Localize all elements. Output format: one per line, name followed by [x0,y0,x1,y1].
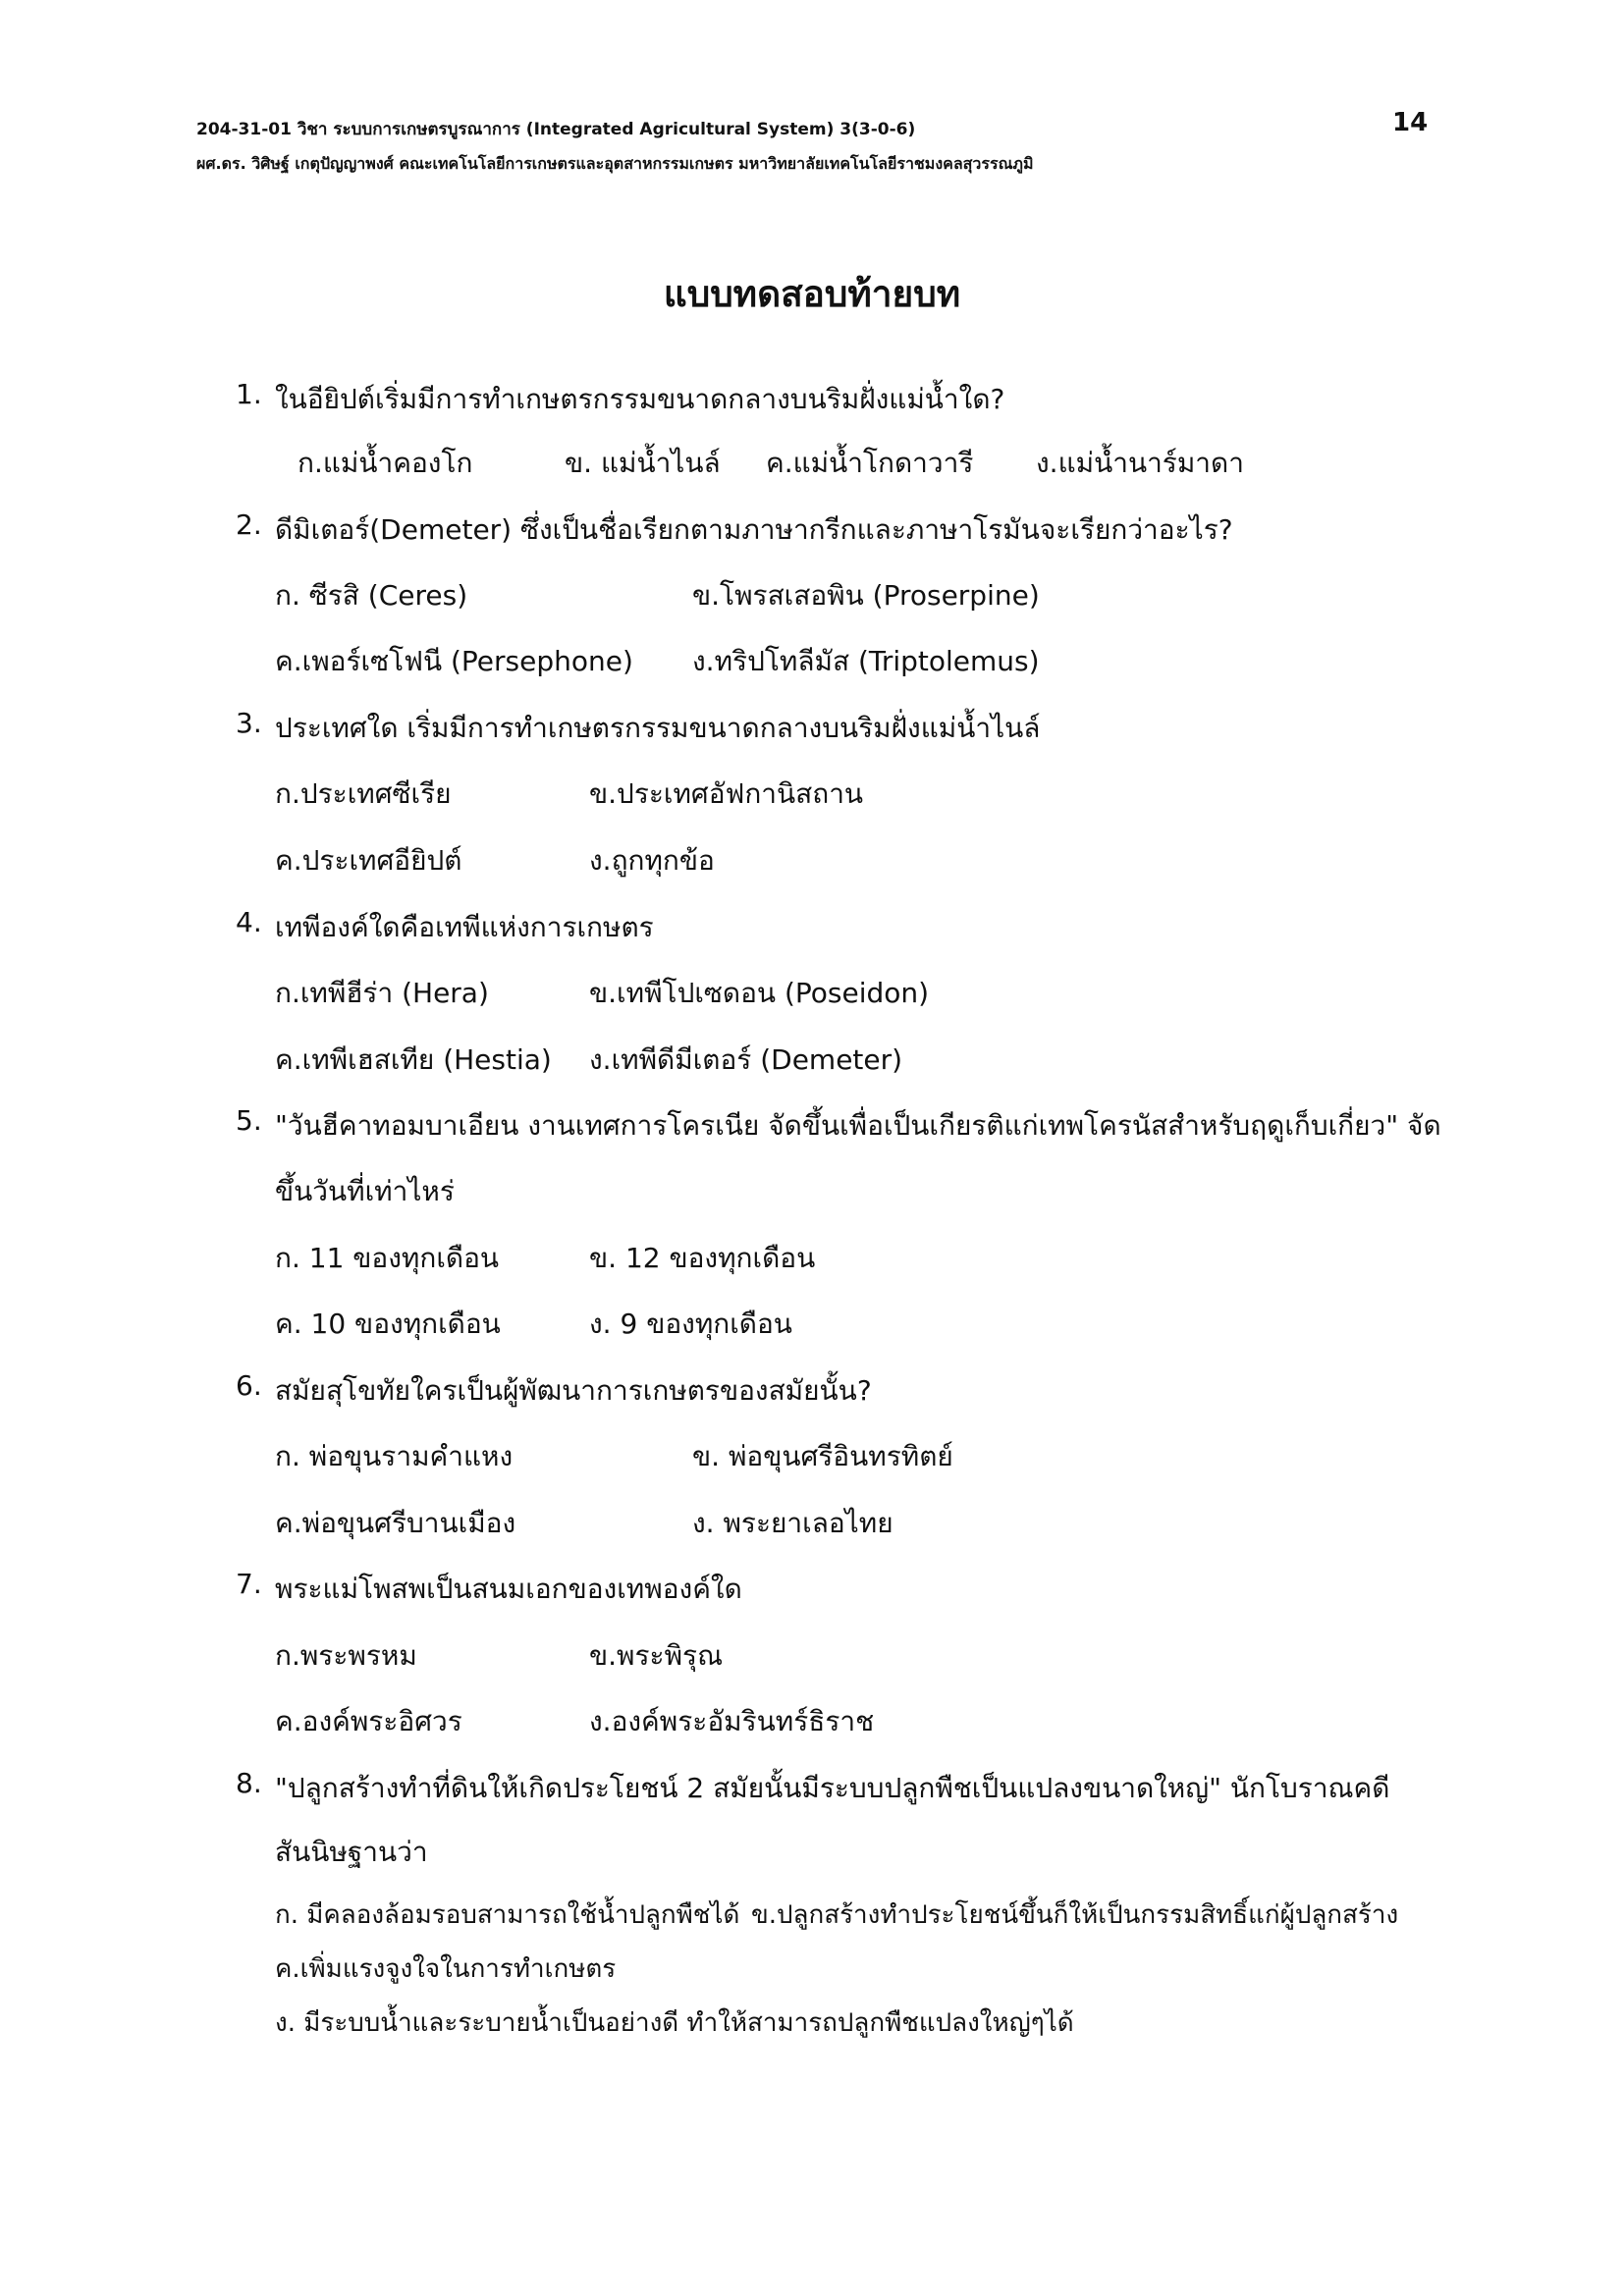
option-d: ง.ถูกทุกข้อ [589,844,715,877]
option-b: ข.ประเทศอัฟกานิสถาน [589,777,864,810]
option-c: ค.ประเทศอียิปต์ [275,844,462,877]
option-a: ก.พระพรหม [275,1639,417,1672]
question-text: เทพีองค์ใดคือเทพีแห่งการเกษตร [275,911,654,943]
course-header: 204-31-01 วิชา ระบบการเกษตรบูรณาการ (Integrated Agricultural System) 3(3-0-6) [196,120,916,139]
option-b: ข.ปลูกสร้างทำประโยชน์ขึ้นก็ให้เป็นกรรมสิทธิ์แก่ผู้ปลูกสร้าง [751,1900,1399,1930]
question-number: 1. [236,378,262,410]
option-d: ง.ทริปโทลีมัส (Triptolemus) [692,645,1040,677]
question-number: 3. [236,707,262,739]
question-text: สมัยสุโขทัยใครเป็นผู้พัฒนาการเกษตรของสมัยนั้น? [275,1374,872,1407]
option-a: ก. ซีรสิ (Ceres) [275,579,468,612]
option-d: ง. 9 ของทุกเดือน [589,1308,792,1340]
option-c: ค.เพิ่มแรงจูงใจในการทำเกษตร [275,1954,617,1984]
question-text: พระแม่โพสพเป็นสนมเอกของเทพองค์ใด [275,1573,742,1605]
option-a: ก. 11 ของทุกเดือน [275,1242,500,1274]
option-a: ก. พ่อขุนรามคำแหง [275,1440,514,1472]
option-a: ก.ประเทศซีเรีย [275,777,452,810]
author-header: ผศ.ดร. วิศิษฐ์ เกตุปัญญาพงศ์ คณะเทคโนโลยีการเกษตรและอุตสาหกรรมเกษตร มหาวิทยาลัยเทคโนโลยีราชมงคลสุวรรณภูมิ [196,154,1034,173]
option-d: ง. มีระบบน้ำและระบายน้ำเป็นอย่างดี ทำให้สามารถปลูกพืชแปลงใหญ่ๆได้ [275,2008,1074,2038]
option-c: ค.เทพีเฮสเทีย (Hestia) [275,1043,552,1076]
question-text-continued: ขึ้นวันที่เท่าไหร่ [275,1175,455,1207]
option-d: ง.องค์พระอัมรินทร์ธิราช [589,1705,875,1737]
question-number: 4. [236,906,262,938]
option-c: ค.พ่อขุนศรีบานเมือง [275,1507,516,1539]
option-a: ก.แม่น้ำคองโก [298,447,473,479]
question-text: ในอียิปต์เริ่มมีการทำเกษตรกรรมขนาดกลางบนริมฝั่งแม่น้ำใด? [275,383,1005,415]
option-c: ค.แม่น้ำโกดาวารี [766,447,974,479]
option-c: ค. 10 ของทุกเดือน [275,1308,501,1340]
option-c: ค.องค์พระอิศวร [275,1705,462,1737]
option-d: ง. พระยาเลอไทย [692,1507,893,1539]
option-b: ข. แม่น้ำไนล์ [565,447,721,479]
option-b: ข. 12 ของทุกเดือน [589,1242,816,1274]
question-number: 2. [236,508,262,541]
option-b: ข.โพรสเสอพิน (Proserpine) [692,579,1040,612]
option-d: ง.เทพีดีมีเตอร์ (Demeter) [589,1043,903,1076]
question-number: 6. [236,1369,262,1402]
page-number: 14 [1392,108,1429,137]
option-c: ค.เพอร์เซโฟนี (Persephone) [275,645,633,677]
option-a: ก.เทพีฮีร่า (Hera) [275,977,489,1009]
question-number: 7. [236,1568,262,1600]
question-text: ประเทศใด เริ่มมีการทำเกษตรกรรมขนาดกลางบนริมฝั่งแม่น้ำไนล์ [275,712,1041,744]
option-d: ง.แม่น้ำนาร์มาดา [1036,447,1244,479]
option-b: ข.พระพิรุณ [589,1639,724,1672]
question-text: ดีมิเตอร์(Demeter) ซึ่งเป็นชื่อเรียกตามภาษากรีกและภาษาโรมันจะเรียกว่าอะไร? [275,513,1233,546]
option-b: ข.เทพีโปเซดอน (Poseidon) [589,977,930,1009]
question-text: "วันฮีคาทอมบาเอียน งานเทศการโครเนีย จัดขึ้นเพื่อเป็นเกียรติแก่เทพโครนัสสำหรับฤดูเก็บเกี่ยว" จัด [275,1109,1441,1142]
question-number: 5. [236,1104,262,1137]
question-number: 8. [236,1767,262,1799]
option-a: ก. มีคลองล้อมรอบสามารถใช้น้ำปลูกพืชได้ [275,1900,740,1930]
page-title: แบบทดสอบท้ายบท [663,273,961,315]
question-text-continued: สันนิษฐานว่า [275,1836,428,1868]
option-b: ข. พ่อขุนศรีอินทรทิตย์ [692,1440,953,1472]
question-text: "ปลูกสร้างทำที่ดินให้เกิดประโยชน์ 2 สมัยนั้นมีระบบปลูกพืชเป็นแปลงขนาดใหญ่" นักโบราณคดี [275,1772,1390,1804]
